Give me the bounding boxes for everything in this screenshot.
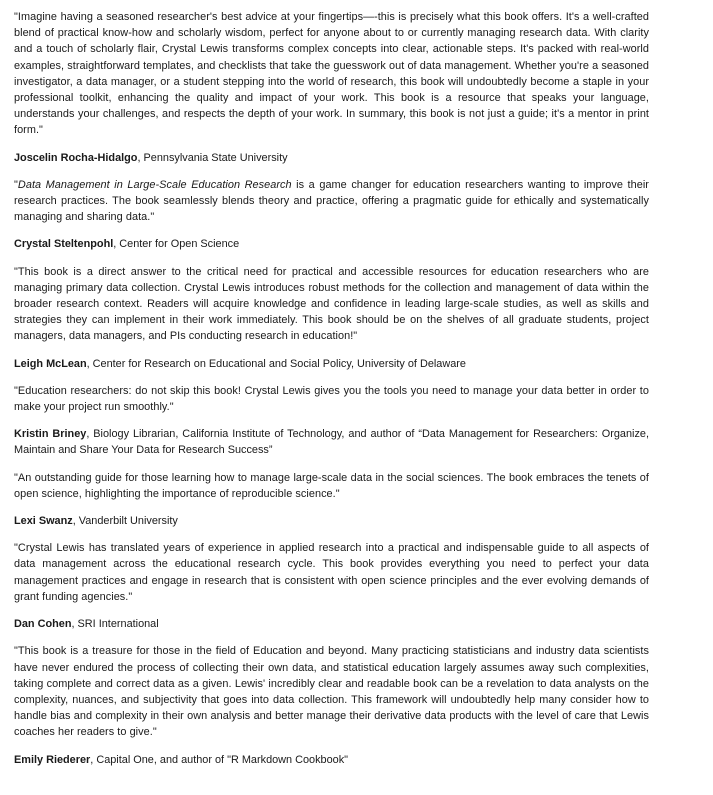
testimonial-author-name: Leigh McLean [14,357,87,370]
testimonial-author-affiliation: , Center for Open Science [113,238,240,251]
testimonial-quote-3: "This book is a direct answer to the critical need for practical and accessible resources for education researchers who are managing primary data collection. Crystal Lewis introduces robust methods for the collection and management of data within the broader research context. Readers will acquire knowledge and confidence in leading large-scale studies, as well as skills and strategies they can implement in their work immediately. This book should be on the shelves of all graduate students, project managers, data managers, and PIs conducting research in education!" [14,265,649,343]
testimonial-author-name: Dan Cohen [14,618,72,631]
testimonial-quote-7: "This book is a treasure for those in the field of Education and beyond. Many practicing statisticians and industry data scientists have never endured the process of collecting their own data, and statistical education largely assumes away such complexities, taking complete and correct data as a given. Lewis' incredibly clear and readable book can be a revelation to data analysts on the complexity, nuances, and subjectivity that goes into data collection. This framework will undoubtedly help many consider how to handle bias and complexity in their own analysis and better manage their derivative data products with the level of care that Lewis coaches her readers to give." [14,645,649,739]
book-title: Data Management in Large-Scale Education Research [17,178,292,191]
testimonial-quote-6: "Crystal Lewis has translated years of experience in applied research into a practical and indispensable guide to all aspects of data management across the educational research cycle. This book provides everything you need to perfect your data management practices and engage in research that is consistent with open science principles and the ever evolving demands of grant funding agencies." [14,542,649,603]
testimonial-quote-5: "An outstanding guide for those learning how to manage large-scale data in the social sciences. The book embraces the tenets of open science, highlighting the importance of reproducible science." [14,471,649,500]
testimonial-attribution-7 [14,752,649,768]
testimonial-author-affiliation: , SRI International [71,618,159,631]
testimonial-author-affiliation: , Biology Librarian, California Institute of Technology, and author of “Data Management for Researchers: Organize, Maintain and Share Your Data for Research Success” [14,428,649,457]
testimonial-quote-1: "Imagine having a seasoned researcher's best advice at your fingertips—-this is precisely what this book offers. It's a well-crafted blend of practical know-how and scholarly wisdom, perfect for anyone about to or currently managing research data. With clarity and a touch of scholarly flair, Crystal Lewis transforms complex concepts into clear, actionable steps. It's packed with real-world examples, straightforward templates, and checklists that take the guesswork out of data management. Whether you're a seasoned investigator, a data manager, or a student stepping into the world of research, this book will undoubtedly become a staple in your professional toolkit, enhancing the quality and impact of your work. This book is a resource that speaks your language, understands your challenges, and respects the depth of your work. In summary, this book is not just a guide; it's a mentor in print form." [14,11,649,137]
testimonial-author-affiliation: , Pennsylvania State University [137,151,288,164]
testimonial-author-name: Kristin Briney [14,428,87,441]
testimonial-quote-2 [14,177,649,226]
testimonial-attribution-4 [14,426,649,458]
testimonial-attribution-3 [14,356,649,372]
testimonial-attribution-2 [14,236,649,252]
testimonial-author-name: Joscelin Rocha-Hidalgo [14,151,138,164]
quote-open-mark: " [14,178,18,191]
testimonial-author-name: Lexi Swanz [14,515,73,528]
testimonial-quote-4: "Education researchers: do not skip this book! Crystal Lewis gives you the tools you need to manage your data better in order to make your project run smoothly." [14,384,649,414]
testimonial-attribution-6 [14,616,649,632]
testimonial-author-name: Crystal Steltenpohl [14,238,114,251]
testimonial-attribution-1 [14,150,649,166]
testimonial-author-affiliation: , Vanderbilt University [72,515,178,528]
testimonial-author-affiliation: , Capital One, and author of "R Markdown Cookbook" [90,753,349,766]
testimonial-attribution-5 [14,513,649,529]
testimonial-author-name: Emily Riederer [14,753,91,766]
quote-body: is a game changer for education researchers wanting to improve their research practices. The book seamlessly blends theory and practice, offering a pragmatic guide for ethically and systematically managing and sharing data." [14,178,649,224]
testimonial-author-affiliation: , Center for Research on Educational and Social Policy, University of Delaware [86,357,466,370]
